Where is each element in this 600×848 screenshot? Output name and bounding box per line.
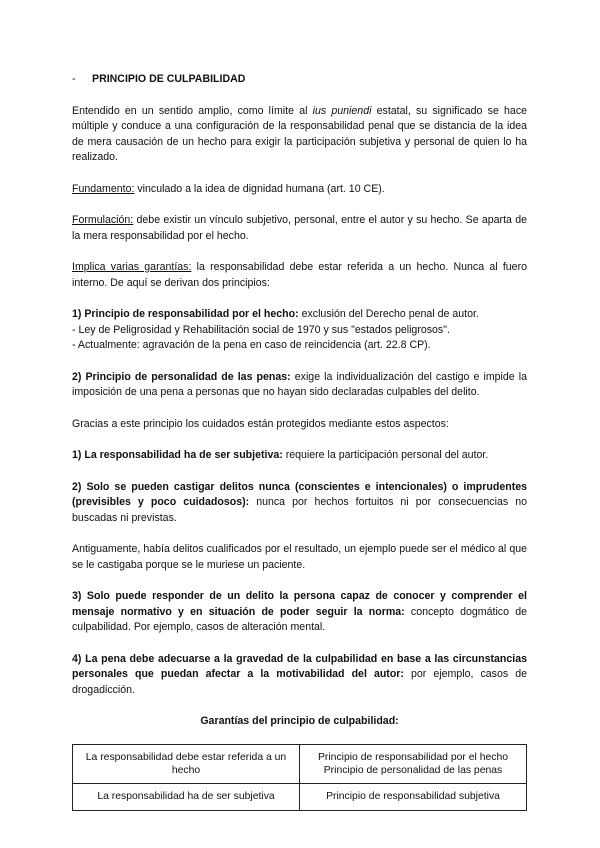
aspecto3-paragraph: 3) Solo puede responder de un delito la persona capaz de conocer y comprender el mensaje normativo y en situación de poder seguir la norma: concepto dogmático de culpabilidad. Por ejemplo, casos de alteración mental. bbox=[72, 590, 527, 633]
heading-dash: - bbox=[72, 73, 76, 85]
table-row bbox=[73, 783, 527, 810]
garantias-paragraph: Implica varias garantías: la responsabilidad debe estar referida a un hecho. Nunca al fuero interno. De aquí se derivan dos principios: bbox=[72, 261, 527, 289]
gracias-paragraph: Gracias a este principio los cuidados están protegidos mediante estos aspectos: bbox=[72, 417, 449, 430]
principio1-line2: - Ley de Peligrosidad y Rehabilitación social de 1970 y sus "estados peligrosos". bbox=[72, 323, 450, 336]
table-cell bbox=[300, 744, 527, 783]
fundamento-label: Fundamento: bbox=[72, 182, 135, 195]
principio2-label: 2) Principio de personalidad de las penas: bbox=[72, 370, 291, 383]
aspecto1-label: 1) La responsabilidad ha de ser subjetiva: bbox=[72, 449, 283, 461]
table-cell: La responsabilidad ha de ser subjetiva bbox=[73, 783, 300, 810]
principio1-line3: - Actualmente: agravación de la pena en caso de reincidencia (art. 22.8 CP). bbox=[72, 339, 431, 351]
aspecto1-paragraph: 1) La responsabilidad ha de ser subjetiva: requiere la participación personal del autor. bbox=[72, 449, 489, 461]
principio1-paragraph: 1) Principio de responsabilidad por el hecho: exclusión del Derecho penal de autor. bbox=[72, 308, 479, 320]
table-cell: Principio de responsabilidad subjetiva bbox=[300, 783, 527, 810]
section-heading bbox=[72, 72, 527, 88]
principio2-paragraph: 2) Principio de personalidad de las penas: exige la individualización del castigo e impide la imposición de una pena a personas que no hayan sido declaradas culpables del delito. bbox=[72, 370, 527, 398]
aspecto4-paragraph: 4) La pena debe adecuarse a la gravedad de la culpabilidad en base a las circunstancias personales que puedan afectar a la motivabilidad del autor: por ejemplo, casos de drogadicción. bbox=[72, 652, 527, 696]
heading-title: PRINCIPIO DE CULPABILIDAD bbox=[92, 73, 246, 85]
table-title: Garantías del principio de culpabilidad: bbox=[200, 715, 399, 727]
ius-puniendi-term: ius puniendi bbox=[312, 104, 372, 117]
formulacion-paragraph: Formulación: debe existir un vínculo subjetivo, personal, entre el autor y su hecho. Se aparta de la mera responsabilidad por el hecho. bbox=[72, 214, 527, 242]
table-cell: La responsabilidad debe estar referida a un hecho bbox=[73, 744, 300, 783]
aspecto4-label: 4) La pena debe adecuarse a la gravedad de la culpabilidad en base a las circunstancias personales que puedan afectar a la motivabilidad del autor: bbox=[72, 652, 527, 680]
document-page bbox=[72, 72, 527, 811]
table-cell-line: Principio de personalidad de las penas bbox=[323, 764, 503, 776]
garantias-label: Implica varias garantías: bbox=[72, 261, 192, 273]
formulacion-label: Formulación: bbox=[72, 214, 134, 226]
principio1-label: 1) Principio de responsabilidad por el hecho: bbox=[72, 308, 299, 320]
aspecto3-label: 3) Solo puede responder de un delito la persona capaz de conocer y comprender el mensaje normativo y en situación de poder seguir la norma: bbox=[72, 590, 527, 618]
antiguamente-paragraph: Antiguamente, había delitos cualificados por el resultado, un ejemplo puede ser el médico al que se le castigaba porque se le muriese un paciente. bbox=[72, 543, 527, 571]
aspecto2-paragraph: 2) Solo se pueden castigar delitos nunca (conscientes e intencionales) o imprudentes (previsibles y poco cuidadosos): nunca por hechos fortuitos ni por consecuencias no buscadas ni previstas. bbox=[72, 480, 527, 524]
garantias-table bbox=[72, 744, 527, 811]
aspecto2-label: 2) Solo se pueden castigar delitos nunca (conscientes e intencionales) o imprudentes (previsibles y poco cuidadosos): bbox=[72, 480, 527, 508]
intro-paragraph: Entendido en un sentido amplio, como límite al ius puniendi estatal, su significado se hace múltiple y conduce a una configuración de la responsabilidad penal que se distancia de la idea de mera causación de un hecho para exigir la participación subjetiva y personal de quien lo ha realizado. bbox=[72, 104, 528, 163]
table-row bbox=[73, 744, 527, 783]
fundamento-paragraph: Fundamento: vinculado a la idea de dignidad humana (art. 10 CE). bbox=[72, 182, 385, 195]
table-cell-line: Principio de responsabilidad por el hecho bbox=[317, 751, 509, 763]
